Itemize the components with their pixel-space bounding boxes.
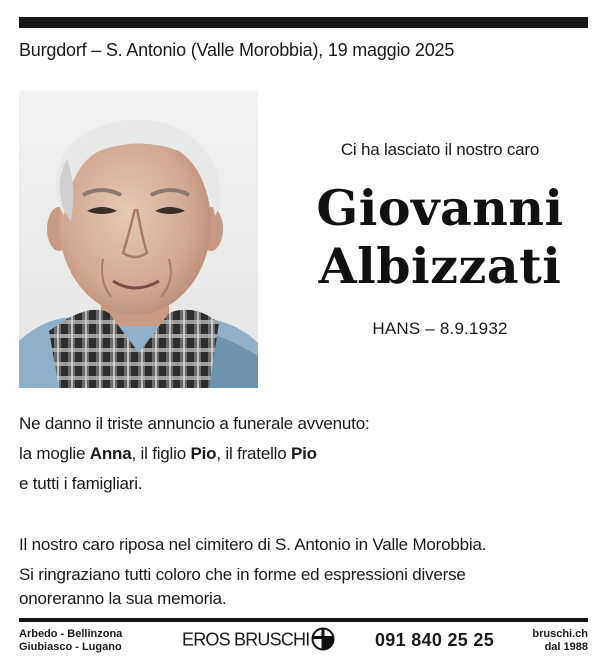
- founded-year: dal 1988: [544, 641, 588, 653]
- place-date: Burgdorf – S. Antonio (Valle Morobbia), 19 maggio 2025: [19, 40, 455, 60]
- brand-name: EROS BRUSCHI: [182, 627, 310, 649]
- funeral-home-brand: [182, 627, 335, 651]
- son-name: Pio: [190, 444, 217, 463]
- funeral-home-web: [532, 628, 588, 654]
- thanks-line-end: onoreranno la sua memoria.: [19, 589, 227, 608]
- nickname-birthdate: HANS – 8.9.1932: [372, 319, 508, 338]
- top-rule: [19, 17, 588, 28]
- intro-text: Ci ha lasciato il nostro caro: [340, 140, 540, 159]
- wife-name: Anna: [89, 444, 132, 463]
- portrait-photo: [19, 91, 258, 388]
- burial-line: Il nostro caro riposa nel cimitero di S. Antonio in Valle Morobbia.: [19, 535, 487, 554]
- family-text: , il fratello: [216, 444, 292, 463]
- family-text: , il figlio: [131, 444, 191, 463]
- announcement-line: Ne danno il triste annuncio a funerale avvenuto:: [19, 414, 370, 433]
- relatives-line: e tutti i famigliari.: [19, 474, 143, 493]
- deceased-last-name: Albizzati: [318, 237, 562, 295]
- family-text: la moglie: [19, 444, 90, 463]
- phone-number: 091 840 25 25: [375, 630, 495, 650]
- family-line: [19, 444, 588, 464]
- website: bruschi.ch: [532, 628, 588, 640]
- thanks-line: Si ringraziano tutti coloro che in forme ed espressioni diverse: [19, 565, 466, 584]
- brother-name: Pio: [291, 444, 317, 463]
- bottom-rule: [19, 618, 588, 622]
- cross-logo-icon: [311, 627, 335, 651]
- locations-line: Arbedo - Bellinzona: [19, 628, 123, 640]
- funeral-home-locations: [19, 628, 122, 654]
- locations-line: Giubiasco - Lugano: [19, 641, 122, 653]
- deceased-first-name: Giovanni: [316, 179, 564, 237]
